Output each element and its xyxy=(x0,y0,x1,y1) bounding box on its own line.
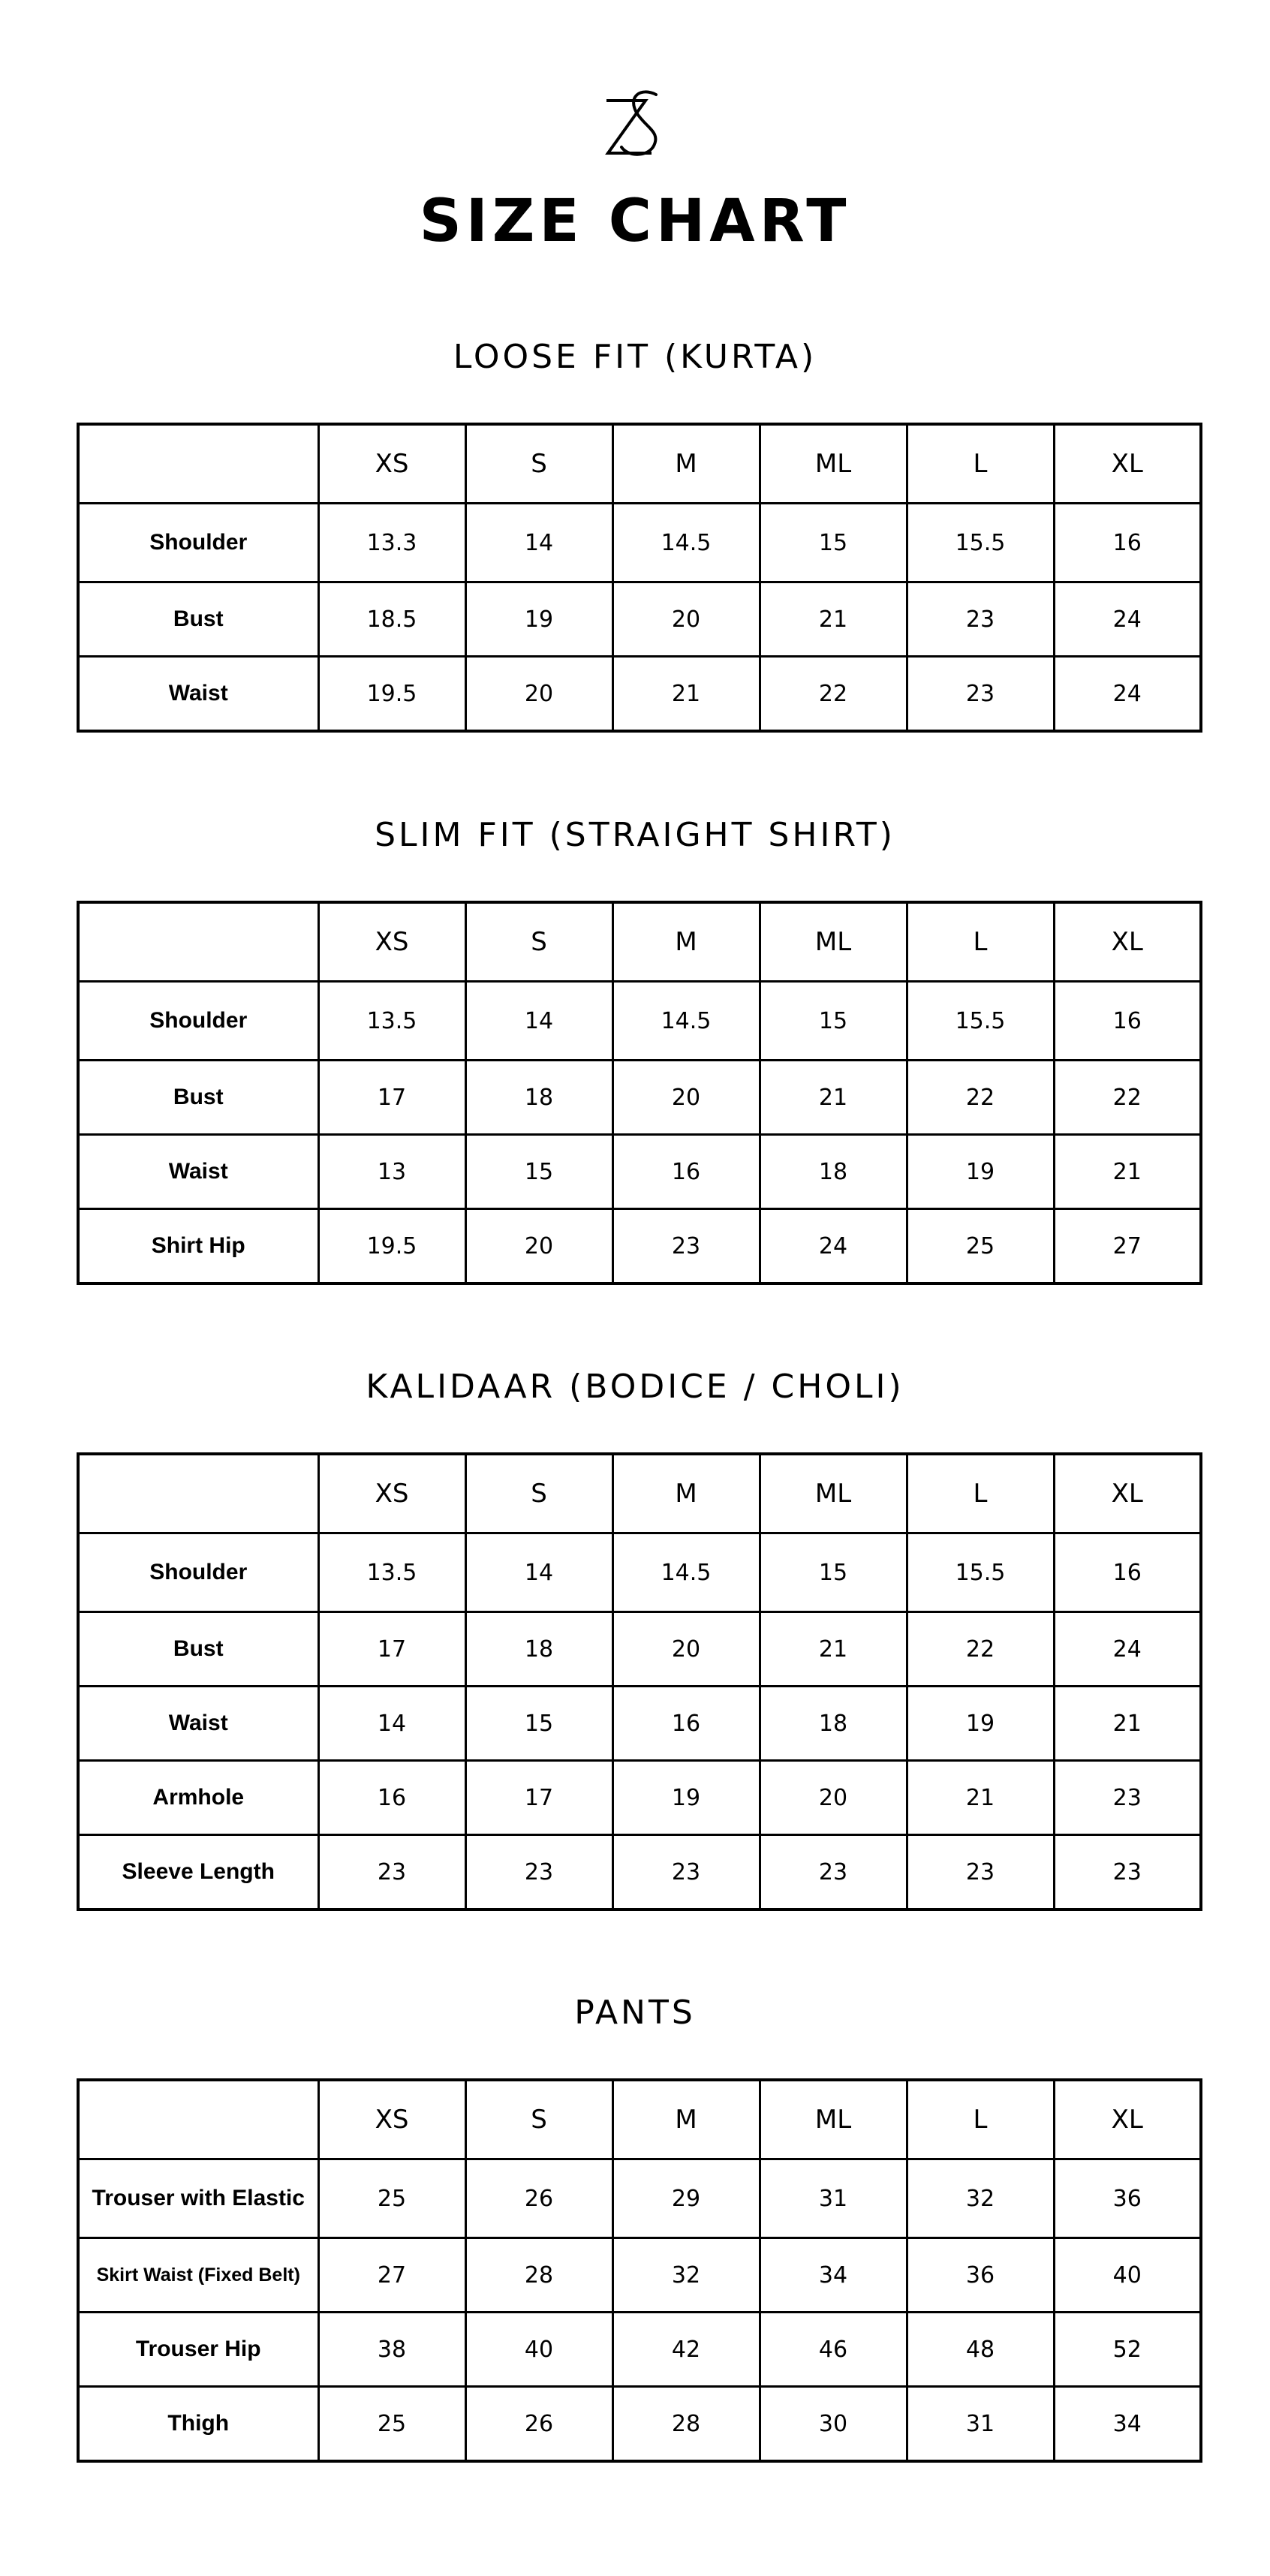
measurement-value: 23 xyxy=(907,582,1054,657)
size-header: XS xyxy=(318,902,465,982)
measurement-value: 22 xyxy=(1054,1061,1201,1135)
measurement-label: Bust xyxy=(78,582,318,657)
measurement-value: 14 xyxy=(318,1687,465,1761)
measurement-value: 34 xyxy=(760,2238,907,2313)
measurement-value: 24 xyxy=(1054,582,1201,657)
table-row xyxy=(78,1761,1201,1835)
measurement-value: 16 xyxy=(1054,1533,1201,1612)
table-row xyxy=(78,1061,1201,1135)
measurement-value: 14 xyxy=(465,982,612,1061)
measurement-value: 40 xyxy=(465,2313,612,2387)
table-row xyxy=(78,1533,1201,1612)
measurement-value: 19 xyxy=(465,582,612,657)
measurement-value: 16 xyxy=(1054,504,1201,582)
size-header: M xyxy=(612,902,760,982)
size-header: XS xyxy=(318,424,465,504)
size-header: XS xyxy=(318,2080,465,2159)
measurement-label: Armhole xyxy=(78,1761,318,1835)
measurement-value: 52 xyxy=(1054,2313,1201,2387)
measurement-value: 24 xyxy=(760,1209,907,1284)
measurement-label: Trouser Hip xyxy=(78,2313,318,2387)
size-header: ML xyxy=(760,424,907,504)
measurement-value: 13.5 xyxy=(318,982,465,1061)
measurement-value: 15.5 xyxy=(907,504,1054,582)
table-row xyxy=(78,2238,1201,2313)
size-header: M xyxy=(612,1454,760,1533)
measurement-value: 21 xyxy=(907,1761,1054,1835)
measurement-value: 34 xyxy=(1054,2387,1201,2462)
measurement-label: Shoulder xyxy=(78,504,318,582)
measurement-value: 18 xyxy=(760,1687,907,1761)
table-header-row xyxy=(78,902,1201,982)
size-header: ML xyxy=(760,2080,907,2159)
measurement-label: Waist xyxy=(78,1687,318,1761)
measurement-value: 18.5 xyxy=(318,582,465,657)
measurement-label: Bust xyxy=(78,1612,318,1687)
size-header: S xyxy=(465,424,612,504)
measurement-value: 20 xyxy=(760,1761,907,1835)
section-title: PANTS xyxy=(574,1994,696,2032)
size-header: M xyxy=(612,424,760,504)
measurement-value: 32 xyxy=(612,2238,760,2313)
measurement-value: 19 xyxy=(612,1761,760,1835)
table-corner-cell xyxy=(78,2080,318,2159)
measurement-value: 15.5 xyxy=(907,982,1054,1061)
measurement-value: 23 xyxy=(907,1835,1054,1910)
table-corner-cell xyxy=(78,424,318,504)
measurement-value: 24 xyxy=(1054,657,1201,732)
measurement-value: 15 xyxy=(760,982,907,1061)
measurement-value: 20 xyxy=(612,1612,760,1687)
measurement-label: Trouser with Elastic xyxy=(78,2159,318,2238)
measurement-value: 22 xyxy=(907,1061,1054,1135)
measurement-label: Thigh xyxy=(78,2387,318,2462)
measurement-value: 27 xyxy=(1054,1209,1201,1284)
measurement-value: 19.5 xyxy=(318,1209,465,1284)
measurement-value: 22 xyxy=(907,1612,1054,1687)
size-header: M xyxy=(612,2080,760,2159)
measurement-value: 13 xyxy=(318,1135,465,1209)
measurement-label: Shirt Hip xyxy=(78,1209,318,1284)
measurement-value: 14 xyxy=(465,1533,612,1612)
measurement-value: 18 xyxy=(760,1135,907,1209)
measurement-value: 16 xyxy=(318,1761,465,1835)
size-header: XL xyxy=(1054,424,1201,504)
table-row xyxy=(78,504,1201,582)
measurement-label: Shoulder xyxy=(78,982,318,1061)
section-title: SLIM FIT (STRAIGHT SHIRT) xyxy=(375,816,895,854)
measurement-value: 16 xyxy=(1054,982,1201,1061)
measurement-value: 17 xyxy=(465,1761,612,1835)
table-row xyxy=(78,2387,1201,2462)
table-header-row xyxy=(78,1454,1201,1533)
measurement-value: 26 xyxy=(465,2159,612,2238)
measurement-value: 18 xyxy=(465,1061,612,1135)
measurement-value: 27 xyxy=(318,2238,465,2313)
section-title: KALIDAAR (BODICE / CHOLI) xyxy=(366,1368,904,1406)
measurement-label: Waist xyxy=(78,657,318,732)
size-header: L xyxy=(907,902,1054,982)
size-header: ML xyxy=(760,1454,907,1533)
table-header-row xyxy=(78,424,1201,504)
size-table xyxy=(77,423,1202,733)
size-header: XL xyxy=(1054,2080,1201,2159)
measurement-value: 13.5 xyxy=(318,1533,465,1612)
measurement-value: 25 xyxy=(907,1209,1054,1284)
measurement-value: 21 xyxy=(612,657,760,732)
size-header: S xyxy=(465,1454,612,1533)
measurement-value: 13.3 xyxy=(318,504,465,582)
size-header: XL xyxy=(1054,902,1201,982)
measurement-label: Waist xyxy=(78,1135,318,1209)
size-table xyxy=(77,1452,1202,1911)
size-table xyxy=(77,901,1202,1285)
measurement-value: 28 xyxy=(465,2238,612,2313)
table-row xyxy=(78,2159,1201,2238)
measurement-value: 19 xyxy=(907,1687,1054,1761)
measurement-value: 21 xyxy=(760,1612,907,1687)
measurement-value: 18 xyxy=(465,1612,612,1687)
measurement-value: 23 xyxy=(1054,1761,1201,1835)
measurement-value: 19 xyxy=(907,1135,1054,1209)
table-row xyxy=(78,582,1201,657)
size-header: L xyxy=(907,2080,1054,2159)
measurement-value: 19.5 xyxy=(318,657,465,732)
measurement-value: 42 xyxy=(612,2313,760,2387)
table-header-row xyxy=(78,2080,1201,2159)
size-header: XL xyxy=(1054,1454,1201,1533)
measurement-value: 15.5 xyxy=(907,1533,1054,1612)
measurement-value: 31 xyxy=(907,2387,1054,2462)
measurement-value: 22 xyxy=(760,657,907,732)
section-title: LOOSE FIT (KURTA) xyxy=(453,338,817,376)
measurement-value: 20 xyxy=(465,1209,612,1284)
measurement-value: 31 xyxy=(760,2159,907,2238)
measurement-value: 21 xyxy=(760,582,907,657)
measurement-value: 20 xyxy=(612,1061,760,1135)
table-row xyxy=(78,1612,1201,1687)
measurement-value: 23 xyxy=(318,1835,465,1910)
measurement-value: 25 xyxy=(318,2159,465,2238)
table-row xyxy=(78,1835,1201,1910)
measurement-value: 23 xyxy=(907,657,1054,732)
measurement-value: 28 xyxy=(612,2387,760,2462)
measurement-value: 14.5 xyxy=(612,504,760,582)
measurement-value: 16 xyxy=(612,1687,760,1761)
measurement-value: 15 xyxy=(760,1533,907,1612)
page-title: SIZE CHART xyxy=(419,188,851,255)
table-row xyxy=(78,2313,1201,2387)
measurement-value: 48 xyxy=(907,2313,1054,2387)
measurement-value: 14.5 xyxy=(612,1533,760,1612)
measurement-value: 23 xyxy=(612,1835,760,1910)
table-row xyxy=(78,1209,1201,1284)
measurement-label: Bust xyxy=(78,1061,318,1135)
table-row xyxy=(78,1687,1201,1761)
measurement-value: 21 xyxy=(760,1061,907,1135)
size-header: XS xyxy=(318,1454,465,1533)
measurement-value: 32 xyxy=(907,2159,1054,2238)
measurement-value: 30 xyxy=(760,2387,907,2462)
measurement-value: 15 xyxy=(760,504,907,582)
measurement-value: 14 xyxy=(465,504,612,582)
zs-monogram-logo-icon xyxy=(597,84,673,159)
measurement-value: 14.5 xyxy=(612,982,760,1061)
size-header: L xyxy=(907,424,1054,504)
measurement-value: 16 xyxy=(612,1135,760,1209)
measurement-value: 20 xyxy=(465,657,612,732)
table-corner-cell xyxy=(78,902,318,982)
measurement-value: 46 xyxy=(760,2313,907,2387)
size-header: ML xyxy=(760,902,907,982)
measurement-value: 40 xyxy=(1054,2238,1201,2313)
measurement-value: 29 xyxy=(612,2159,760,2238)
table-corner-cell xyxy=(78,1454,318,1533)
measurement-value: 21 xyxy=(1054,1687,1201,1761)
measurement-value: 20 xyxy=(612,582,760,657)
measurement-label: Sleeve Length xyxy=(78,1835,318,1910)
table-row xyxy=(78,982,1201,1061)
measurement-value: 15 xyxy=(465,1687,612,1761)
measurement-value: 23 xyxy=(465,1835,612,1910)
size-header: L xyxy=(907,1454,1054,1533)
measurement-label: Skirt Waist (Fixed Belt) xyxy=(78,2238,318,2313)
size-header: S xyxy=(465,902,612,982)
measurement-value: 23 xyxy=(612,1209,760,1284)
table-row xyxy=(78,1135,1201,1209)
measurement-value: 36 xyxy=(1054,2159,1201,2238)
measurement-value: 26 xyxy=(465,2387,612,2462)
measurement-value: 36 xyxy=(907,2238,1054,2313)
measurement-value: 17 xyxy=(318,1061,465,1135)
measurement-value: 24 xyxy=(1054,1612,1201,1687)
measurement-value: 23 xyxy=(1054,1835,1201,1910)
size-table xyxy=(77,2078,1202,2463)
measurement-label: Shoulder xyxy=(78,1533,318,1612)
table-row xyxy=(78,657,1201,732)
measurement-value: 38 xyxy=(318,2313,465,2387)
measurement-value: 23 xyxy=(760,1835,907,1910)
measurement-value: 15 xyxy=(465,1135,612,1209)
measurement-value: 17 xyxy=(318,1612,465,1687)
size-header: S xyxy=(465,2080,612,2159)
measurement-value: 25 xyxy=(318,2387,465,2462)
measurement-value: 21 xyxy=(1054,1135,1201,1209)
